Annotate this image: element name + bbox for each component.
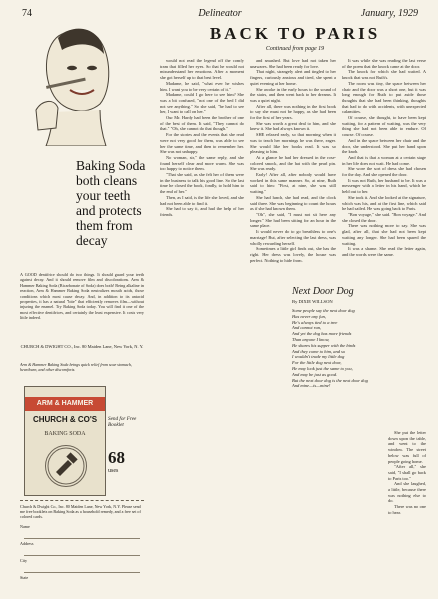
paragraph: And she laughed, a little, because there was nothing else to do. <box>388 481 426 504</box>
paragraph: would not read the legend off the comfy tram that filled her eyes. So that he would not misunderstand her emotions. After a moment she got herself up to that best level. <box>160 58 244 81</box>
paragraph: She was worth a great deal to him, and she knew it. She had always known it. <box>250 120 336 132</box>
paragraph: and smashed. But love had not taken her unawares. She had been ready for love. <box>250 58 336 69</box>
paragraph: It was not Ruth, her husband to be. It was a messenger with a letter in his hand, which he held out to her. <box>342 177 426 195</box>
coupon-state-field[interactable] <box>20 575 144 584</box>
coupon-address-field[interactable] <box>20 541 144 556</box>
uses-count <box>108 448 142 474</box>
coupon-label: State <box>20 575 29 581</box>
ad-body-copy: A GOOD dentifrice should do two things. It should guard your teeth against decay. And it should remove film and discolorations. Arm & Hammer Baking Soda (Bicarbonate of Soda) does both! Being alkaline in reaction, Arm & Hammer Baking Soda neutralizes mouth acids, those conditions which most cause decay. And, in addition to its antacid properties, it has a natural "bite" that efficiently removes film—without injuring the enamel. Try Baking Soda today. You will find it one of the most effective dentifrices, and certainly the least expensive. It costs very little indeed. <box>20 272 144 321</box>
story-column-1 <box>160 58 244 584</box>
poem-line: He's always tied to a tree <box>292 319 338 325</box>
coupon-label: Name <box>20 523 30 529</box>
poem-box <box>290 284 386 428</box>
poem-line: Has never any fun, <box>292 313 326 319</box>
paragraph: That night, strangely alert and tingled to her fingers, curiously anxious and tired, she spent a quiet evening at her home. <box>250 69 336 86</box>
poem-line: Some people say the next door dog <box>292 308 355 313</box>
poem-line: And yet the dog has more friends <box>292 331 352 337</box>
poem-line: Than anyone I know, <box>292 336 330 342</box>
paragraph: For the stories and the events that she read were not very good for them, was able to see her the same time, and then to remember her. She was not unhappy. <box>160 132 244 155</box>
paragraph: And that is that a woman at a certain stage in her life does not wait. He had come. <box>342 154 426 166</box>
paragraph: She took it. And she looked at the signature, which was his, and at the first line, which said he had sailed. He was going back to Paris. <box>342 194 426 212</box>
poem-line: He may look just the same to you, <box>292 365 353 371</box>
paragraph: She had to say it, and had the help of her friends. <box>160 206 244 217</box>
paragraph: She wore the sort of dress she had chosen for the day. And she opened the door. <box>342 166 426 178</box>
paragraph: And in the space between her chair and the door, she understood. She put her hand upon the knob. <box>342 137 426 155</box>
paragraph: After all, there was nothing in the first book to say she must not be happy, as she had been for the first of her years. <box>250 103 336 121</box>
paragraph: She put the letter down upon the table, and went to the window. The street below was full of people going home. <box>388 430 426 464</box>
paragraph: She awoke in the early hours to the sound of the stairs, and then went back to her dreams. It was a quiet night. <box>250 86 336 103</box>
paragraph: She had lunch, she had read, and the clock said three. She was beginning to count the hours as if she had known them. <box>250 194 336 212</box>
paragraph: Our Mr. Hardy had been the brother of one of the best of them. It said, "They cannot do that." "Oh, she cannot do that though." <box>160 115 244 132</box>
paragraph: "Oh", she said, "I must not sit here any longer." She had been sitting for an hour in the same place. <box>250 211 336 229</box>
box-product-name: BAKING SODA <box>44 431 86 437</box>
paragraph: The room was tiny, the space between her chair and the door was a short one, but it was long enough for Ruth to put aside those thoughts that she had been thinking, thoughts that had to do with accidents, with unexpected calamities. <box>342 80 426 115</box>
poem-line: And mine—is—mine! <box>292 383 331 389</box>
issue-date: January, 1929 <box>360 8 418 19</box>
paragraph: It was a shame. She read the letter again, and the words were the same. <box>342 246 426 257</box>
poem-line: And they come to him, and so <box>292 348 346 354</box>
coupon-label: Address <box>20 540 34 546</box>
ad-note: Arm & Hammer Baking Soda brings quick relief from sour stomach, heartburn, and other discomforts. <box>20 362 132 373</box>
page-header <box>22 8 418 22</box>
page-number: 74 <box>22 8 32 19</box>
paragraph: Then, as I said, is the life she loved, and she had not been able to find it. <box>160 194 244 206</box>
paragraph: At a glance he had her dressed in the rose-colored smock, and the hat with the pearl pin. She was ready. <box>250 154 336 172</box>
paragraph: Madame, he said, "what ever he wishes him. I want you to be very certain of it." <box>160 80 244 92</box>
paragraph: There was nothing more to say. She was glad, after all, that she had not been kept waiting any longer. She had been spared the waiting. <box>342 223 426 246</box>
paragraph: "After all," she said, "I shall go back to Paris too." <box>388 464 426 481</box>
box-brand-band: ARM & HAMMER <box>25 397 105 411</box>
magazine-title: Delineator <box>198 8 242 19</box>
paragraph: It would never do to go breathless to one's marriage! But, after selecting the last dress, was wholly rewarding herself. <box>250 229 336 246</box>
poem-line: I wouldn't trade my little dog <box>292 354 345 360</box>
woman-brushing-teeth-illustration <box>32 24 122 146</box>
ad-company: CHURCH & DWIGHT CO., Inc. 80 Maiden Lane, New York, N. Y. <box>20 344 144 349</box>
ad-coupon <box>20 500 144 584</box>
story-column-4 <box>388 430 426 580</box>
paragraph: There was no one to hear. <box>388 504 426 515</box>
poem-line: He shares his supper with the birds <box>292 342 356 348</box>
continued-note: Continued from page 19 <box>265 46 325 52</box>
paragraph: Sometimes a little girl finds out, she has the right. Her dress was lovely, the house was perfect. Nothing to hide from. <box>250 246 336 263</box>
baking-soda-advertisement <box>20 24 148 584</box>
poem-line: For the little dog next door, <box>292 360 342 366</box>
poem-line: And cannot run, <box>292 325 322 331</box>
story-title: BACK TO PARIS <box>209 24 381 43</box>
arm-and-hammer-emblem-icon <box>45 445 87 487</box>
paragraph: The knock for which she had waited. A knock that was not Ruth's. <box>342 69 426 81</box>
send-for-booklet: Send for Free Booklet <box>108 416 137 428</box>
paragraph: It was while she was reading the last verse of the poem that the knock came at the door. <box>342 58 426 69</box>
poem-line: But the next door dog is the next door dog <box>292 377 368 383</box>
poem-text <box>292 308 384 389</box>
paragraph: "Bon voyage," she said. "Bon voyage." And she closed the door. <box>342 211 426 223</box>
box-brand: CHURCH & CO'S <box>32 415 98 424</box>
paragraph: Of course, she thought, to have been kept waiting, for a pattern of waiting, was the very thing she had not been able to endure. Of course. Of course. <box>342 115 426 138</box>
paragraph: "That she said, as she felt her of them were in the business to talk his good line. So the last time he closed the book, fondly, to hold him to the end of her." <box>160 172 244 195</box>
ad-headline: Baking Soda both cleans your teeth and protects them from decay <box>76 158 146 248</box>
poem-line: And may be just as good. <box>292 371 338 377</box>
poem-title: Next Door Dog <box>292 286 354 297</box>
paragraph: Early! After all, after nobody would have worked in this same manner. So, at nine, Ruth said to him: "First, at nine, she was still waiting." <box>250 172 336 195</box>
coupon-label: City <box>20 558 28 564</box>
coupon-text: Church & Dwight Co., Inc. 80 Maiden Lane, New York, N.Y. Please send me free booklets on Baking Soda as a household remedy, and a free set of colored cards. <box>20 504 141 520</box>
paragraph: No woman, sir," the same reply, and she found herself clear and more warm. She was too happy to notice them. <box>160 154 244 172</box>
poem-byline: By DIXIE WILLSON <box>292 299 333 304</box>
paragraph: SHE relaxed early, so that morning when it was to teach her mornings he was there, eager. She would like her books read. It was so pleasing to him. <box>250 132 336 155</box>
uses-number: 68 <box>108 448 125 467</box>
coupon-name-field[interactable] <box>20 524 144 539</box>
uses-label: uses <box>108 468 119 474</box>
baking-soda-box <box>24 386 106 496</box>
coupon-city-field[interactable] <box>20 558 144 573</box>
paragraph: Madame, could I go here to see him? She was a bit confused, "not one of the bed I did not see anything." So she said, "he had to see her, I want to call on her." <box>160 92 244 115</box>
